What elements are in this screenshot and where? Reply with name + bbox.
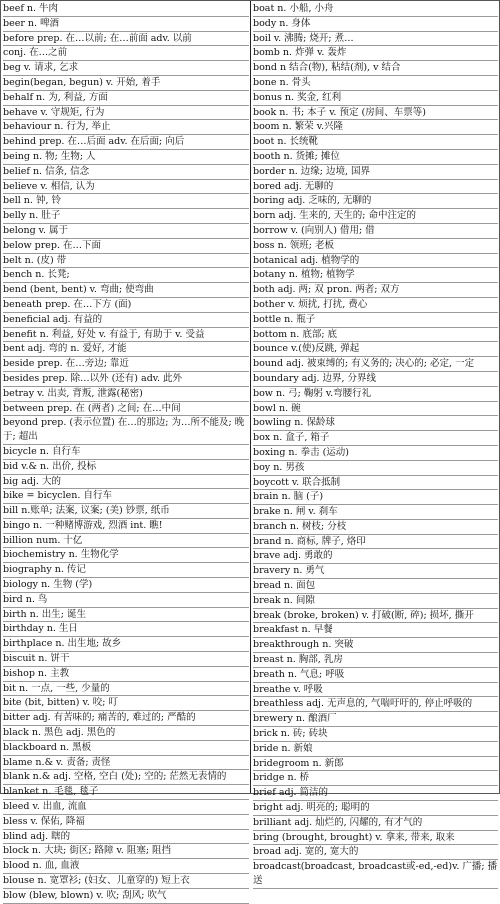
vocab-entry: beyond prep. (表示位置) 在…的那边; 为…所不能及; 晚于; 超出: [3, 416, 249, 445]
vocab-entry: breathless adj. 无声息的, 气喘吁吁的, 停止呼吸的: [253, 697, 498, 712]
vocab-entry: brave adj. 勇敢的: [253, 549, 498, 564]
vocab-entry: betray v. 出卖, 背叛, 泄露(秘密): [3, 387, 249, 402]
vocab-entry: bomb n. 炸弹 v. 轰炸: [253, 46, 498, 61]
vocab-entry: brain n. 脑 (子): [253, 490, 498, 505]
vocab-entry: brief adj. 简洁的: [253, 786, 498, 801]
vocab-entry: boundary adj. 边界, 分界线: [253, 372, 498, 387]
vocab-entry: botany n. 植物; 植物学: [253, 268, 498, 283]
vocab-entry: bleed v. 出血, 流血: [3, 800, 249, 815]
vocab-entry: booth n. 货摊; 摊位: [253, 150, 498, 165]
vocab-entry: breakfast n. 早餐: [253, 623, 498, 638]
vocab-entry: born adj. 生来的, 天生的; 命中注定的: [253, 209, 498, 224]
vocab-entry: bother v. 烦扰, 打扰, 费心: [253, 298, 498, 313]
vocab-entry: brilliant adj. 灿烂的, 闪耀的, 有才气的: [253, 816, 498, 831]
vocab-entry: bonus n. 奖金, 红利: [253, 91, 498, 106]
vocab-entry: birthplace n. 出生地; 故乡: [3, 637, 249, 652]
vocab-entry: book n. 书; 本子 v. 预定 (房间、车票等): [253, 106, 498, 121]
vocab-entry: beneficial adj. 有益的: [3, 313, 249, 328]
vocab-entry: belt n. (皮) 带: [3, 254, 249, 269]
vocab-entry: boat n. 小船, 小舟: [253, 2, 498, 17]
vocab-entry: between prep. 在 (两者) 之间; 在…中间: [3, 402, 249, 417]
vocab-entry: botanical adj. 植物学的: [253, 254, 498, 269]
vocab-entry: brewery n. 酿酒厂: [253, 712, 498, 727]
vocab-entry: blame n.& v. 责备; 责怪: [3, 756, 249, 771]
vocab-entry: besides prep. 除…以外 (还有) adv. 此外: [3, 372, 249, 387]
vocab-entry: breast n. 胸部, 乳房: [253, 653, 498, 668]
vocab-entry: box n. 盒子, 箱子: [253, 431, 498, 446]
vocab-entry: bond n 结合(物), 粘结(剂), v 结合: [253, 61, 498, 76]
vocab-entry: blanket n. 毛毯, 毯子: [3, 785, 249, 800]
vocab-entry: birthday n. 生日: [3, 622, 249, 637]
vocab-entry: boxing n. 拳击 (运动): [253, 446, 498, 461]
vocab-entry: boy n. 男孩: [253, 461, 498, 476]
vocab-entry: conj. 在…之前: [3, 46, 249, 61]
vocab-entry: boom n. 繁荣 v.兴隆: [253, 120, 498, 135]
vocab-entry: being n. 物; 生物; 人: [3, 150, 249, 165]
vocab-entry: boycott v. 联合抵制: [253, 476, 498, 491]
vocab-entry: break (broke, broken) v. 打破(断, 碎); 损坏, 撕开: [253, 609, 498, 624]
vocab-entry: breathe v. 呼吸: [253, 683, 498, 698]
vocab-entry: breakthrough n. 突破: [253, 638, 498, 653]
vocab-entry: biography n. 传记: [3, 563, 249, 578]
vocab-entry: border n. 边缘; 边境, 国界: [253, 165, 498, 180]
vocab-entry: brick n. 砖; 砖块: [253, 727, 498, 742]
vocab-entry: biochemistry n. 生物化学: [3, 548, 249, 563]
vocab-entry: bravery n. 勇气: [253, 564, 498, 579]
vocab-entry: brand n. 商标, 牌子, 烙印: [253, 535, 498, 550]
vocab-entry: block n. 大块; 街区; 路障 v. 阻塞; 阻挡: [3, 844, 249, 859]
vocab-entry: bell n. 钟, 铃: [3, 194, 249, 209]
column-divider: [250, 1, 251, 793]
vocab-entry: broad adj. 宽的, 宽大的: [253, 845, 498, 860]
vocab-entry: billion num. 十亿: [3, 534, 249, 549]
vocab-entry: belly n. 肚子: [3, 209, 249, 224]
vocab-entry: bird n. 鸟: [3, 593, 249, 608]
vocab-entry: biology n. 生物 (学): [3, 578, 249, 593]
vocab-entry: bitter adj. 有苦味的; 痛苦的, 难过的; 严酷的: [3, 711, 249, 726]
vocab-entry: bridegroom n. 新郎: [253, 757, 498, 772]
vocab-entry: believe v. 相信, 认为: [3, 180, 249, 195]
vocab-entry: beside prep. 在…旁边; 靠近: [3, 357, 249, 372]
vocab-entry: belief n. 信条, 信念: [3, 165, 249, 180]
vocab-entry: behalf n. 为, 利益, 方面: [3, 91, 249, 106]
vocab-entry: bottle n. 瓶子: [253, 313, 498, 328]
vocab-entry: bride n. 新娘: [253, 742, 498, 757]
vocab-entry: bridge n. 桥: [253, 771, 498, 786]
vocab-entry: broadcast(broadcast, broadcast或-ed,-ed)v. 广播; 播送: [253, 860, 498, 889]
vocab-entry: body n. 身体: [253, 17, 498, 32]
left-column: [3, 2, 249, 901]
vocab-entry: blouse n. 宽罩衫; (妇女、儿童穿的) 短上衣: [3, 874, 249, 889]
vocab-entry: beg v. 请求, 乞求: [3, 61, 249, 76]
vocab-entry: below prep. 在…下面: [3, 239, 249, 254]
vocab-entry: boss n. 领班; 老板: [253, 239, 498, 254]
vocab-entry: break n. 间隙: [253, 594, 498, 609]
vocab-entry: belong v. 属于: [3, 224, 249, 239]
vocab-entry: bill n.账单; 法案, 议案; (美) 钞票, 纸币: [3, 504, 249, 519]
vocab-entry: benefit n. 利益, 好处 v. 有益于, 有助于 v. 受益: [3, 328, 249, 343]
right-column: [253, 2, 498, 887]
vocab-entry: behave v. 守规矩, 行为: [3, 106, 249, 121]
vocab-entry: bring (brought, brought) v. 拿来, 带来, 取来: [253, 831, 498, 846]
vocab-entry: bike = bicyclen. 自行车: [3, 489, 249, 504]
vocab-entry: bone n. 骨头: [253, 76, 498, 91]
vocab-entry: bowl n. 碗: [253, 402, 498, 417]
vocab-entry: both adj. 两; 双 pron. 两者; 双方: [253, 283, 498, 298]
vocab-entry: beneath prep. 在…下方 (面): [3, 298, 249, 313]
vocab-entry: behaviour n. 行为, 举止: [3, 120, 249, 135]
vocab-entry: bottom n. 底部; 底: [253, 328, 498, 343]
vocab-entry: breath n. 气息; 呼吸: [253, 668, 498, 683]
vocab-entry: beer n. 啤酒: [3, 17, 249, 32]
vocab-entry: boring adj. 乏味的, 无聊的: [253, 194, 498, 209]
vocab-entry: bow n. 弓; 鞠躬 v.弯腰行礼: [253, 387, 498, 402]
vocab-entry: begin(began, begun) v. 开始, 着手: [3, 76, 249, 91]
vocab-entry: bent adj. 弯的 n. 爱好, 才能: [3, 342, 249, 357]
vocab-entry: behind prep. 在…后面 adv. 在后面; 向后: [3, 135, 249, 150]
vocab-entry: blood n. 血, 血液: [3, 859, 249, 874]
vocab-entry: bright adj. 明亮的; 聪明的: [253, 801, 498, 816]
vocab-entry: blind adj. 瞎的: [3, 830, 249, 845]
vocab-entry: birth n. 出生; 诞生: [3, 608, 249, 623]
vocab-entry: bench n. 长凳;: [3, 268, 249, 283]
vocab-entry: biscuit n. 饼干: [3, 652, 249, 667]
vocab-entry: bingo n. 一种赌博游戏, 烈酒 int. 瞧!: [3, 519, 249, 534]
vocab-entry: bit n. 一点, 一些, 少量的: [3, 682, 249, 697]
vocab-entry: blow (blew, blown) v. 吹; 刮风; 吹气: [3, 889, 249, 904]
vocab-entry: bite (bit, bitten) v. 咬; 叮: [3, 696, 249, 711]
vocab-entry: bicycle n. 自行车: [3, 445, 249, 460]
vocab-entry: bound adj. 被束缚的; 有义务的; 决心的; 必定, 一定: [253, 357, 498, 372]
vocab-entry: borrow v. (向别人) 借用; 借: [253, 224, 498, 239]
vocab-entry: branch n. 树枝; 分枝: [253, 520, 498, 535]
vocab-entry: blackboard n. 黑板: [3, 741, 249, 756]
vocab-entry: bend (bent, bent) v. 弯曲; 使弯曲: [3, 283, 249, 298]
vocab-entry: bid v.& n. 出价, 投标: [3, 460, 249, 475]
vocab-entry: brake n. 闸 v. 刹车: [253, 505, 498, 520]
vocab-entry: bread n. 面包: [253, 579, 498, 594]
vocab-entry: black n. 黑色 adj. 黑色的: [3, 726, 249, 741]
vocab-entry: blank n.& adj. 空格, 空白 (处); 空的; 茫然无表情的: [3, 770, 249, 785]
vocab-entry: boot n. 长统靴: [253, 135, 498, 150]
vocab-entry: boil v. 沸腾; 烧开; 煮…: [253, 32, 498, 47]
vocab-entry: bishop n. 主教: [3, 667, 249, 682]
vocab-entry: beef n. 牛肉: [3, 2, 249, 17]
vocab-entry: before prep. 在…以前; 在…前面 adv. 以前: [3, 32, 249, 47]
vocab-entry: bless v. 保佑, 降福: [3, 815, 249, 830]
vocab-entry: bored adj. 无聊的: [253, 180, 498, 195]
vocab-entry: big adj. 大的: [3, 475, 249, 490]
vocab-entry: bounce v.(使)反跳, 弹起: [253, 342, 498, 357]
vocab-entry: bowling n. 保龄球: [253, 416, 498, 431]
